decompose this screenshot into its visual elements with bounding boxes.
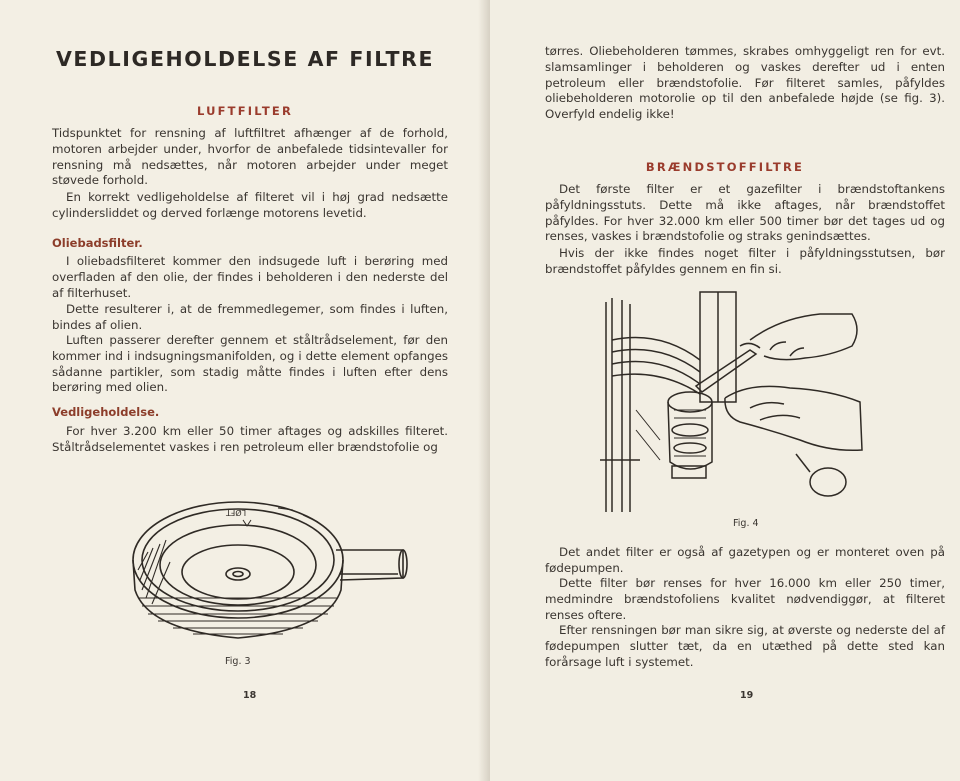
page-title: VEDLIGEHOLDELSE AF FILTRE [55,47,435,71]
figure-4-caption: Fig. 4 [733,518,759,529]
upper-hand [750,314,857,360]
right-page [490,0,960,781]
braendstoffiltre-heading: BRÆNDSTOFFILTRE [645,160,805,174]
wrench-icon [696,350,756,392]
oil-bath-filter-illustration [118,470,418,650]
oliebadsfilter-paragraph-3: Luften passerer derefter gennem et ståltrådselement, før den kommer ind i indsugningsmanifolden, og i dette element opfanges sådanne partikler, som stadig måtte findes i luften efter dens berøring med olien. [52,333,448,395]
after-figure-paragraph-3: Efter rensningen bør man sikre sig, at øverste og nederste del af fødepumpen slutter tæt, da en utæthed på dette sted kan forårsage luft i systemet. [545,623,945,669]
vedligeholdelse-heading: Vedligeholdelse. [52,405,160,419]
after-figure-paragraph-1: Det andet filter er også af gazetypen og er monteret oven på fødepumpen. [545,545,945,575]
oliebadsfilter-heading: Oliebadsfilter. [52,236,143,250]
braendstoffiltre-paragraph-2: Hvis der ikke findes noget filter i påfyldningsstutsen, bør brændstoffet påfyldes gennem en fin si. [545,246,945,276]
filter-center-cup [226,568,250,580]
vedligeholdelse-paragraph-1: For hver 3.200 km eller 50 timer aftages og adskilles filteret. Ståltrådselementet vaskes i ren petroleum eller brændstofolie og [52,424,448,454]
after-figure-paragraph-2: Dette filter bør renses for hver 16.000 km eller 250 timer, medmindre brændstofoliens kvalitet nødvendiggør, at filteret renses oftere. [545,576,945,622]
luftfilter-paragraph-1: Tidspunktet for rensning af luftfiltret afhænger af de forhold, motoren arbejder under, hvorfor de anbefalede tidsintevaller for rensning må nedsættes, når motoren arbejder under meget støvede forhold. [52,126,448,188]
filter-cap [810,468,846,496]
braendstoffiltre-paragraph-1: Det første filter er et gazefilter i brændstoftankens påfyldningsstuts. Dette må ikke aftages, når brændstoffet påfyldes. For hver 32.000 km eller 500 timer bør det tages ud og renses, vaskes i brændstofolie og straks genindsættes. [545,182,945,244]
figure-3-caption: Fig. 3 [225,656,251,667]
page-number-19: 19 [740,690,754,701]
page-number-18: 18 [243,690,257,701]
luftfilter-heading: LUFTFILTER [196,104,294,118]
oliebadsfilter-paragraph-2: Dette resulterer i, at de fremmedlegemer, som findes i luften, bindes af olien. [52,302,448,332]
continued-paragraph: tørres. Oliebeholderen tømmes, skrabes omhyggeligt ren for evt. slamsamlinger i beholderen og vaskes derefter ud i enten petroleum eller brændstofolie. Før filteret samles, påfyldes oliebeholderen motorolie op til den anbefalede højde (se fig. 3). Overfyld endelig ikke! [545,44,945,122]
lower-hand [725,386,862,450]
oliebadsfilter-paragraph-1: I oliebadsfilteret kommer den indsugede luft i berøring med overfladen af den olie, der findes i beholderen i den nederste del af filterhuset. [52,254,448,300]
filter-embossed-label: LØFT [225,508,247,517]
filter-side-pipe [336,550,403,580]
luftfilter-paragraph-2: En korrekt vedligeholdelse af filteret vil i høj grad nedsætte cylindersliddet og derved forlænge motorens levetid. [52,190,448,220]
fuel-filter-illustration [600,290,870,515]
